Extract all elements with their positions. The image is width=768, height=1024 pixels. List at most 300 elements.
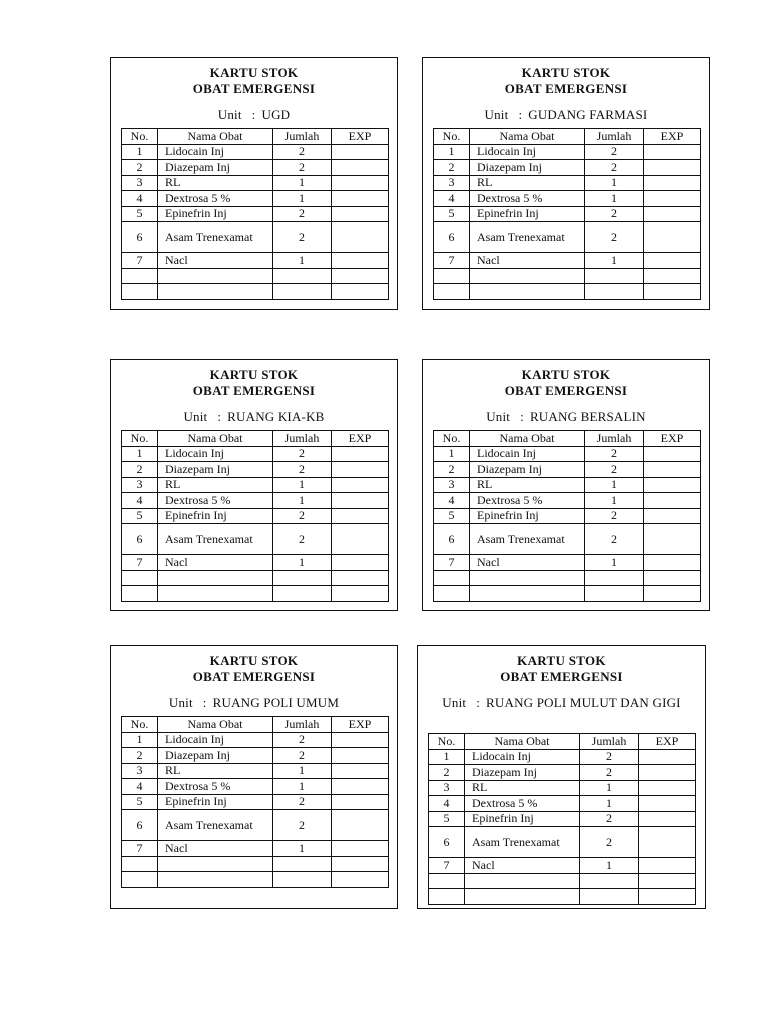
cell-exp — [639, 749, 696, 765]
cell-nama-obat: Dextrosa 5 % — [470, 493, 585, 509]
cell-no: 2 — [429, 765, 465, 781]
header-nama-obat: Nama Obat — [158, 717, 273, 733]
cell-nama-obat: Dextrosa 5 % — [158, 779, 273, 795]
cell-exp — [332, 284, 389, 300]
table-row — [122, 570, 389, 586]
cell-exp — [644, 175, 701, 191]
cell-no — [122, 268, 158, 284]
table-header-row — [434, 431, 701, 447]
cell-nama-obat — [158, 268, 273, 284]
cell-nama-obat: Asam Trenexamat — [158, 524, 273, 555]
table-row — [122, 462, 389, 478]
card-title — [111, 65, 397, 97]
table-row — [434, 284, 701, 300]
cell-exp — [644, 508, 701, 524]
cell-no: 3 — [434, 477, 470, 493]
cell-no: 6 — [434, 222, 470, 253]
card-title-line-2: OBAT EMERGENSI — [504, 81, 628, 96]
cell-exp — [639, 765, 696, 781]
cell-no: 7 — [122, 555, 158, 571]
table-row — [434, 222, 701, 253]
cell-exp — [332, 206, 389, 222]
cell-nama-obat: Epinefrin Inj — [465, 811, 580, 827]
table-row — [429, 796, 696, 812]
cell-no: 4 — [434, 493, 470, 509]
table-row — [122, 175, 389, 191]
cell-no: 7 — [434, 253, 470, 269]
cell-no: 2 — [122, 462, 158, 478]
card-title — [111, 367, 397, 399]
table-row — [122, 841, 389, 857]
card-title — [111, 653, 397, 685]
table-row — [122, 555, 389, 571]
cell-exp — [644, 268, 701, 284]
unit-value: UGD — [261, 107, 291, 122]
header-jumlah: Jumlah — [585, 129, 644, 145]
unit-separator: : — [202, 695, 207, 710]
card-title — [423, 65, 709, 97]
cell-jumlah: 1 — [585, 555, 644, 571]
cell-no: 4 — [122, 191, 158, 207]
header-jumlah: Jumlah — [580, 734, 639, 750]
cell-nama-obat: Diazepam Inj — [158, 748, 273, 764]
cell-nama-obat: Epinefrin Inj — [470, 508, 585, 524]
cell-jumlah: 2 — [273, 732, 332, 748]
header-no: No. — [122, 431, 158, 447]
cell-no — [434, 586, 470, 602]
table-row — [434, 206, 701, 222]
cell-nama-obat: RL — [465, 780, 580, 796]
cell-exp — [332, 253, 389, 269]
cell-no: 7 — [122, 841, 158, 857]
header-no: No. — [434, 431, 470, 447]
unit-separator: : — [251, 107, 256, 122]
cell-nama-obat: Lidocain Inj — [470, 144, 585, 160]
cell-nama-obat: Epinefrin Inj — [158, 206, 273, 222]
table-row — [122, 524, 389, 555]
cell-exp — [332, 191, 389, 207]
table-row — [434, 446, 701, 462]
table-row — [434, 570, 701, 586]
stock-table — [433, 128, 701, 300]
cell-jumlah: 2 — [273, 462, 332, 478]
cell-exp — [644, 206, 701, 222]
cell-nama-obat: Nacl — [470, 253, 585, 269]
table-row — [122, 872, 389, 888]
cell-exp — [639, 873, 696, 889]
table-row — [434, 462, 701, 478]
unit-value: RUANG BERSALIN — [529, 409, 646, 424]
cell-jumlah: 2 — [273, 206, 332, 222]
cell-exp — [644, 160, 701, 176]
cell-exp — [639, 796, 696, 812]
cell-jumlah: 1 — [580, 796, 639, 812]
cell-jumlah — [585, 570, 644, 586]
cell-exp — [332, 222, 389, 253]
table-row — [434, 586, 701, 602]
stock-card-ruang-poli-mulut-dan-gigi — [417, 645, 706, 909]
cell-nama-obat: RL — [470, 477, 585, 493]
cell-jumlah: 1 — [273, 555, 332, 571]
unit-value: RUANG POLI MULUT DAN GIGI — [486, 695, 681, 710]
cell-exp — [332, 268, 389, 284]
cell-exp — [644, 253, 701, 269]
unit-line — [418, 695, 705, 710]
card-title-line-2: OBAT EMERGENSI — [192, 81, 316, 96]
cell-no — [122, 872, 158, 888]
cell-jumlah: 1 — [580, 858, 639, 874]
unit-separator: : — [217, 409, 222, 424]
table-row — [122, 508, 389, 524]
cell-no: 4 — [122, 493, 158, 509]
stock-table — [428, 733, 696, 905]
cell-jumlah: 2 — [273, 144, 332, 160]
cell-nama-obat — [470, 586, 585, 602]
table-row — [434, 524, 701, 555]
table-row — [434, 508, 701, 524]
cell-no: 6 — [429, 827, 465, 858]
cell-exp — [332, 144, 389, 160]
header-exp: EXP — [644, 431, 701, 447]
cell-nama-obat: Diazepam Inj — [470, 462, 585, 478]
cell-no: 1 — [122, 446, 158, 462]
table-row — [122, 856, 389, 872]
stock-card-gudang-farmasi — [422, 57, 710, 310]
unit-label: Unit — [486, 409, 511, 424]
cell-jumlah: 2 — [585, 206, 644, 222]
cell-exp — [332, 856, 389, 872]
cell-exp — [332, 779, 389, 795]
cell-jumlah: 1 — [585, 175, 644, 191]
cell-no: 6 — [122, 222, 158, 253]
cell-no — [434, 268, 470, 284]
cell-nama-obat — [158, 570, 273, 586]
unit-label: Unit — [217, 107, 242, 122]
header-nama-obat: Nama Obat — [465, 734, 580, 750]
cell-nama-obat: Lidocain Inj — [158, 446, 273, 462]
cell-no: 1 — [122, 732, 158, 748]
stock-card-ugd — [110, 57, 398, 310]
stock-card-ruang-poli-umum — [110, 645, 398, 909]
table-row — [429, 780, 696, 796]
table-row — [122, 222, 389, 253]
header-exp: EXP — [332, 717, 389, 733]
table-row — [122, 732, 389, 748]
table-row — [122, 191, 389, 207]
unit-value: RUANG POLI UMUM — [212, 695, 340, 710]
cell-exp — [644, 477, 701, 493]
cell-jumlah: 2 — [580, 749, 639, 765]
table-row — [122, 748, 389, 764]
cell-nama-obat: Epinefrin Inj — [158, 508, 273, 524]
header-exp: EXP — [644, 129, 701, 145]
stock-table — [121, 128, 389, 300]
cell-nama-obat — [470, 284, 585, 300]
cell-jumlah: 2 — [585, 446, 644, 462]
cell-exp — [332, 477, 389, 493]
cell-no: 3 — [122, 763, 158, 779]
cell-no — [434, 570, 470, 586]
cell-jumlah: 1 — [273, 493, 332, 509]
cell-jumlah: 2 — [585, 508, 644, 524]
cell-jumlah: 1 — [585, 493, 644, 509]
table-row — [429, 873, 696, 889]
header-no: No. — [429, 734, 465, 750]
cell-nama-obat: Diazepam Inj — [470, 160, 585, 176]
header-no: No. — [434, 129, 470, 145]
table-row — [122, 253, 389, 269]
unit-label: Unit — [442, 695, 467, 710]
cell-exp — [644, 144, 701, 160]
header-nama-obat: Nama Obat — [158, 129, 273, 145]
cell-exp — [332, 508, 389, 524]
cell-jumlah: 1 — [273, 191, 332, 207]
cell-jumlah — [273, 872, 332, 888]
table-header-row — [122, 431, 389, 447]
cell-exp — [644, 524, 701, 555]
cell-nama-obat — [470, 570, 585, 586]
header-exp: EXP — [332, 431, 389, 447]
table-row — [434, 144, 701, 160]
unit-line — [111, 107, 397, 122]
cell-jumlah — [585, 268, 644, 284]
cell-exp — [639, 889, 696, 905]
cell-nama-obat: Asam Trenexamat — [470, 222, 585, 253]
cell-nama-obat: Epinefrin Inj — [158, 794, 273, 810]
cell-exp — [332, 175, 389, 191]
cell-no — [122, 586, 158, 602]
cell-no: 1 — [122, 144, 158, 160]
cell-no — [434, 284, 470, 300]
unit-value: GUDANG FARMASI — [528, 107, 648, 122]
cell-no: 5 — [434, 206, 470, 222]
header-jumlah: Jumlah — [273, 431, 332, 447]
cell-exp — [332, 794, 389, 810]
cell-jumlah: 2 — [273, 810, 332, 841]
table-header-row — [434, 129, 701, 145]
cell-jumlah: 2 — [273, 160, 332, 176]
stock-card-ruang-kia-kb — [110, 359, 398, 611]
cell-jumlah: 1 — [273, 763, 332, 779]
cell-exp — [332, 462, 389, 478]
stock-table — [121, 716, 389, 888]
header-exp: EXP — [332, 129, 389, 145]
cell-exp — [332, 555, 389, 571]
cell-nama-obat — [158, 856, 273, 872]
cell-jumlah — [580, 889, 639, 905]
table-row — [122, 493, 389, 509]
card-title-line-1: KARTU STOK — [209, 367, 299, 382]
card-title — [418, 653, 705, 685]
header-nama-obat: Nama Obat — [470, 431, 585, 447]
cell-no: 5 — [122, 508, 158, 524]
cell-exp — [332, 763, 389, 779]
cell-jumlah — [585, 284, 644, 300]
cell-jumlah: 1 — [273, 175, 332, 191]
cell-jumlah: 2 — [585, 222, 644, 253]
header-nama-obat: Nama Obat — [158, 431, 273, 447]
table-row — [122, 160, 389, 176]
cell-exp — [332, 872, 389, 888]
cell-jumlah: 1 — [273, 477, 332, 493]
cell-no: 3 — [122, 175, 158, 191]
cell-jumlah: 2 — [273, 794, 332, 810]
cell-nama-obat — [470, 268, 585, 284]
cell-nama-obat: Epinefrin Inj — [470, 206, 585, 222]
cell-nama-obat — [158, 586, 273, 602]
cell-exp — [332, 493, 389, 509]
table-row — [434, 253, 701, 269]
cell-jumlah — [273, 268, 332, 284]
unit-line — [111, 409, 397, 424]
cell-jumlah: 2 — [273, 446, 332, 462]
cell-jumlah — [273, 570, 332, 586]
unit-separator: : — [520, 409, 524, 424]
cell-nama-obat: Lidocain Inj — [470, 446, 585, 462]
cell-nama-obat: Diazepam Inj — [465, 765, 580, 781]
cell-nama-obat: Diazepam Inj — [158, 462, 273, 478]
cell-jumlah: 2 — [580, 827, 639, 858]
unit-label: Unit — [168, 695, 193, 710]
cell-no: 5 — [122, 794, 158, 810]
cell-jumlah: 1 — [273, 779, 332, 795]
cell-exp — [644, 284, 701, 300]
cell-no: 2 — [122, 160, 158, 176]
cell-no: 7 — [122, 253, 158, 269]
card-title-line-1: KARTU STOK — [521, 65, 611, 80]
header-jumlah: Jumlah — [273, 129, 332, 145]
table-row — [122, 268, 389, 284]
table-row — [429, 765, 696, 781]
cell-jumlah — [273, 586, 332, 602]
cell-nama-obat: Nacl — [158, 253, 273, 269]
card-title-line-1: KARTU STOK — [209, 653, 299, 668]
table-row — [434, 555, 701, 571]
cell-no: 1 — [434, 446, 470, 462]
cell-exp — [639, 811, 696, 827]
cell-no: 5 — [434, 508, 470, 524]
cell-jumlah — [585, 586, 644, 602]
cell-no: 6 — [434, 524, 470, 555]
cell-no: 3 — [429, 780, 465, 796]
table-row — [434, 160, 701, 176]
cell-exp — [644, 191, 701, 207]
table-row — [122, 763, 389, 779]
cell-no: 4 — [122, 779, 158, 795]
unit-separator: : — [518, 107, 523, 122]
cell-nama-obat: Dextrosa 5 % — [465, 796, 580, 812]
unit-separator: : — [476, 695, 481, 710]
cell-nama-obat: Nacl — [158, 841, 273, 857]
cell-no — [429, 873, 465, 889]
table-row — [122, 446, 389, 462]
cell-exp — [332, 810, 389, 841]
cell-exp — [644, 493, 701, 509]
table-row — [122, 284, 389, 300]
cell-nama-obat: Lidocain Inj — [158, 144, 273, 160]
cell-exp — [639, 827, 696, 858]
table-row — [434, 477, 701, 493]
header-exp: EXP — [639, 734, 696, 750]
cell-no — [122, 570, 158, 586]
cell-exp — [644, 555, 701, 571]
header-jumlah: Jumlah — [585, 431, 644, 447]
cell-jumlah: 1 — [585, 191, 644, 207]
card-title-line-1: KARTU STOK — [209, 65, 299, 80]
card-title-line-2: OBAT EMERGENSI — [192, 669, 316, 684]
table-row — [122, 144, 389, 160]
cell-nama-obat — [465, 889, 580, 905]
table-header-row — [122, 717, 389, 733]
cell-jumlah: 2 — [273, 524, 332, 555]
cell-exp — [644, 570, 701, 586]
table-row — [122, 477, 389, 493]
cell-nama-obat: Dextrosa 5 % — [158, 493, 273, 509]
stock-card-ruang-bersalin — [422, 359, 710, 611]
cell-nama-obat: Nacl — [465, 858, 580, 874]
cell-no: 7 — [434, 555, 470, 571]
table-header-row — [122, 129, 389, 145]
cell-jumlah: 2 — [273, 508, 332, 524]
cell-no: 5 — [122, 206, 158, 222]
cell-nama-obat — [158, 872, 273, 888]
cell-no: 2 — [122, 748, 158, 764]
cell-no: 7 — [429, 858, 465, 874]
card-title-line-2: OBAT EMERGENSI — [500, 669, 623, 684]
cell-exp — [332, 841, 389, 857]
cell-no: 2 — [434, 160, 470, 176]
cell-nama-obat: Asam Trenexamat — [158, 810, 273, 841]
cell-jumlah: 2 — [580, 765, 639, 781]
unit-line — [423, 107, 709, 122]
cell-exp — [639, 858, 696, 874]
cell-no: 3 — [122, 477, 158, 493]
cell-no: 6 — [122, 810, 158, 841]
table-row — [429, 749, 696, 765]
cell-no: 5 — [429, 811, 465, 827]
cell-nama-obat: Lidocain Inj — [158, 732, 273, 748]
table-row — [122, 810, 389, 841]
table-row — [429, 889, 696, 905]
cell-jumlah — [580, 873, 639, 889]
stock-table — [121, 430, 389, 602]
table-row — [122, 206, 389, 222]
cell-nama-obat: Nacl — [158, 555, 273, 571]
cell-exp — [332, 748, 389, 764]
table-row — [429, 858, 696, 874]
cell-nama-obat: RL — [470, 175, 585, 191]
cell-no: 4 — [429, 796, 465, 812]
cell-jumlah: 2 — [585, 144, 644, 160]
table-row — [434, 191, 701, 207]
cell-jumlah: 1 — [580, 780, 639, 796]
cell-nama-obat: Asam Trenexamat — [158, 222, 273, 253]
cell-exp — [644, 446, 701, 462]
cell-nama-obat: Asam Trenexamat — [465, 827, 580, 858]
table-row — [429, 827, 696, 858]
card-title — [423, 367, 709, 399]
cell-no — [122, 284, 158, 300]
table-row — [429, 811, 696, 827]
cell-jumlah: 1 — [273, 253, 332, 269]
cell-no: 3 — [434, 175, 470, 191]
cell-exp — [639, 780, 696, 796]
header-no: No. — [122, 129, 158, 145]
table-row — [434, 175, 701, 191]
cell-nama-obat: Dextrosa 5 % — [470, 191, 585, 207]
cell-nama-obat: Diazepam Inj — [158, 160, 273, 176]
cell-no: 1 — [429, 749, 465, 765]
